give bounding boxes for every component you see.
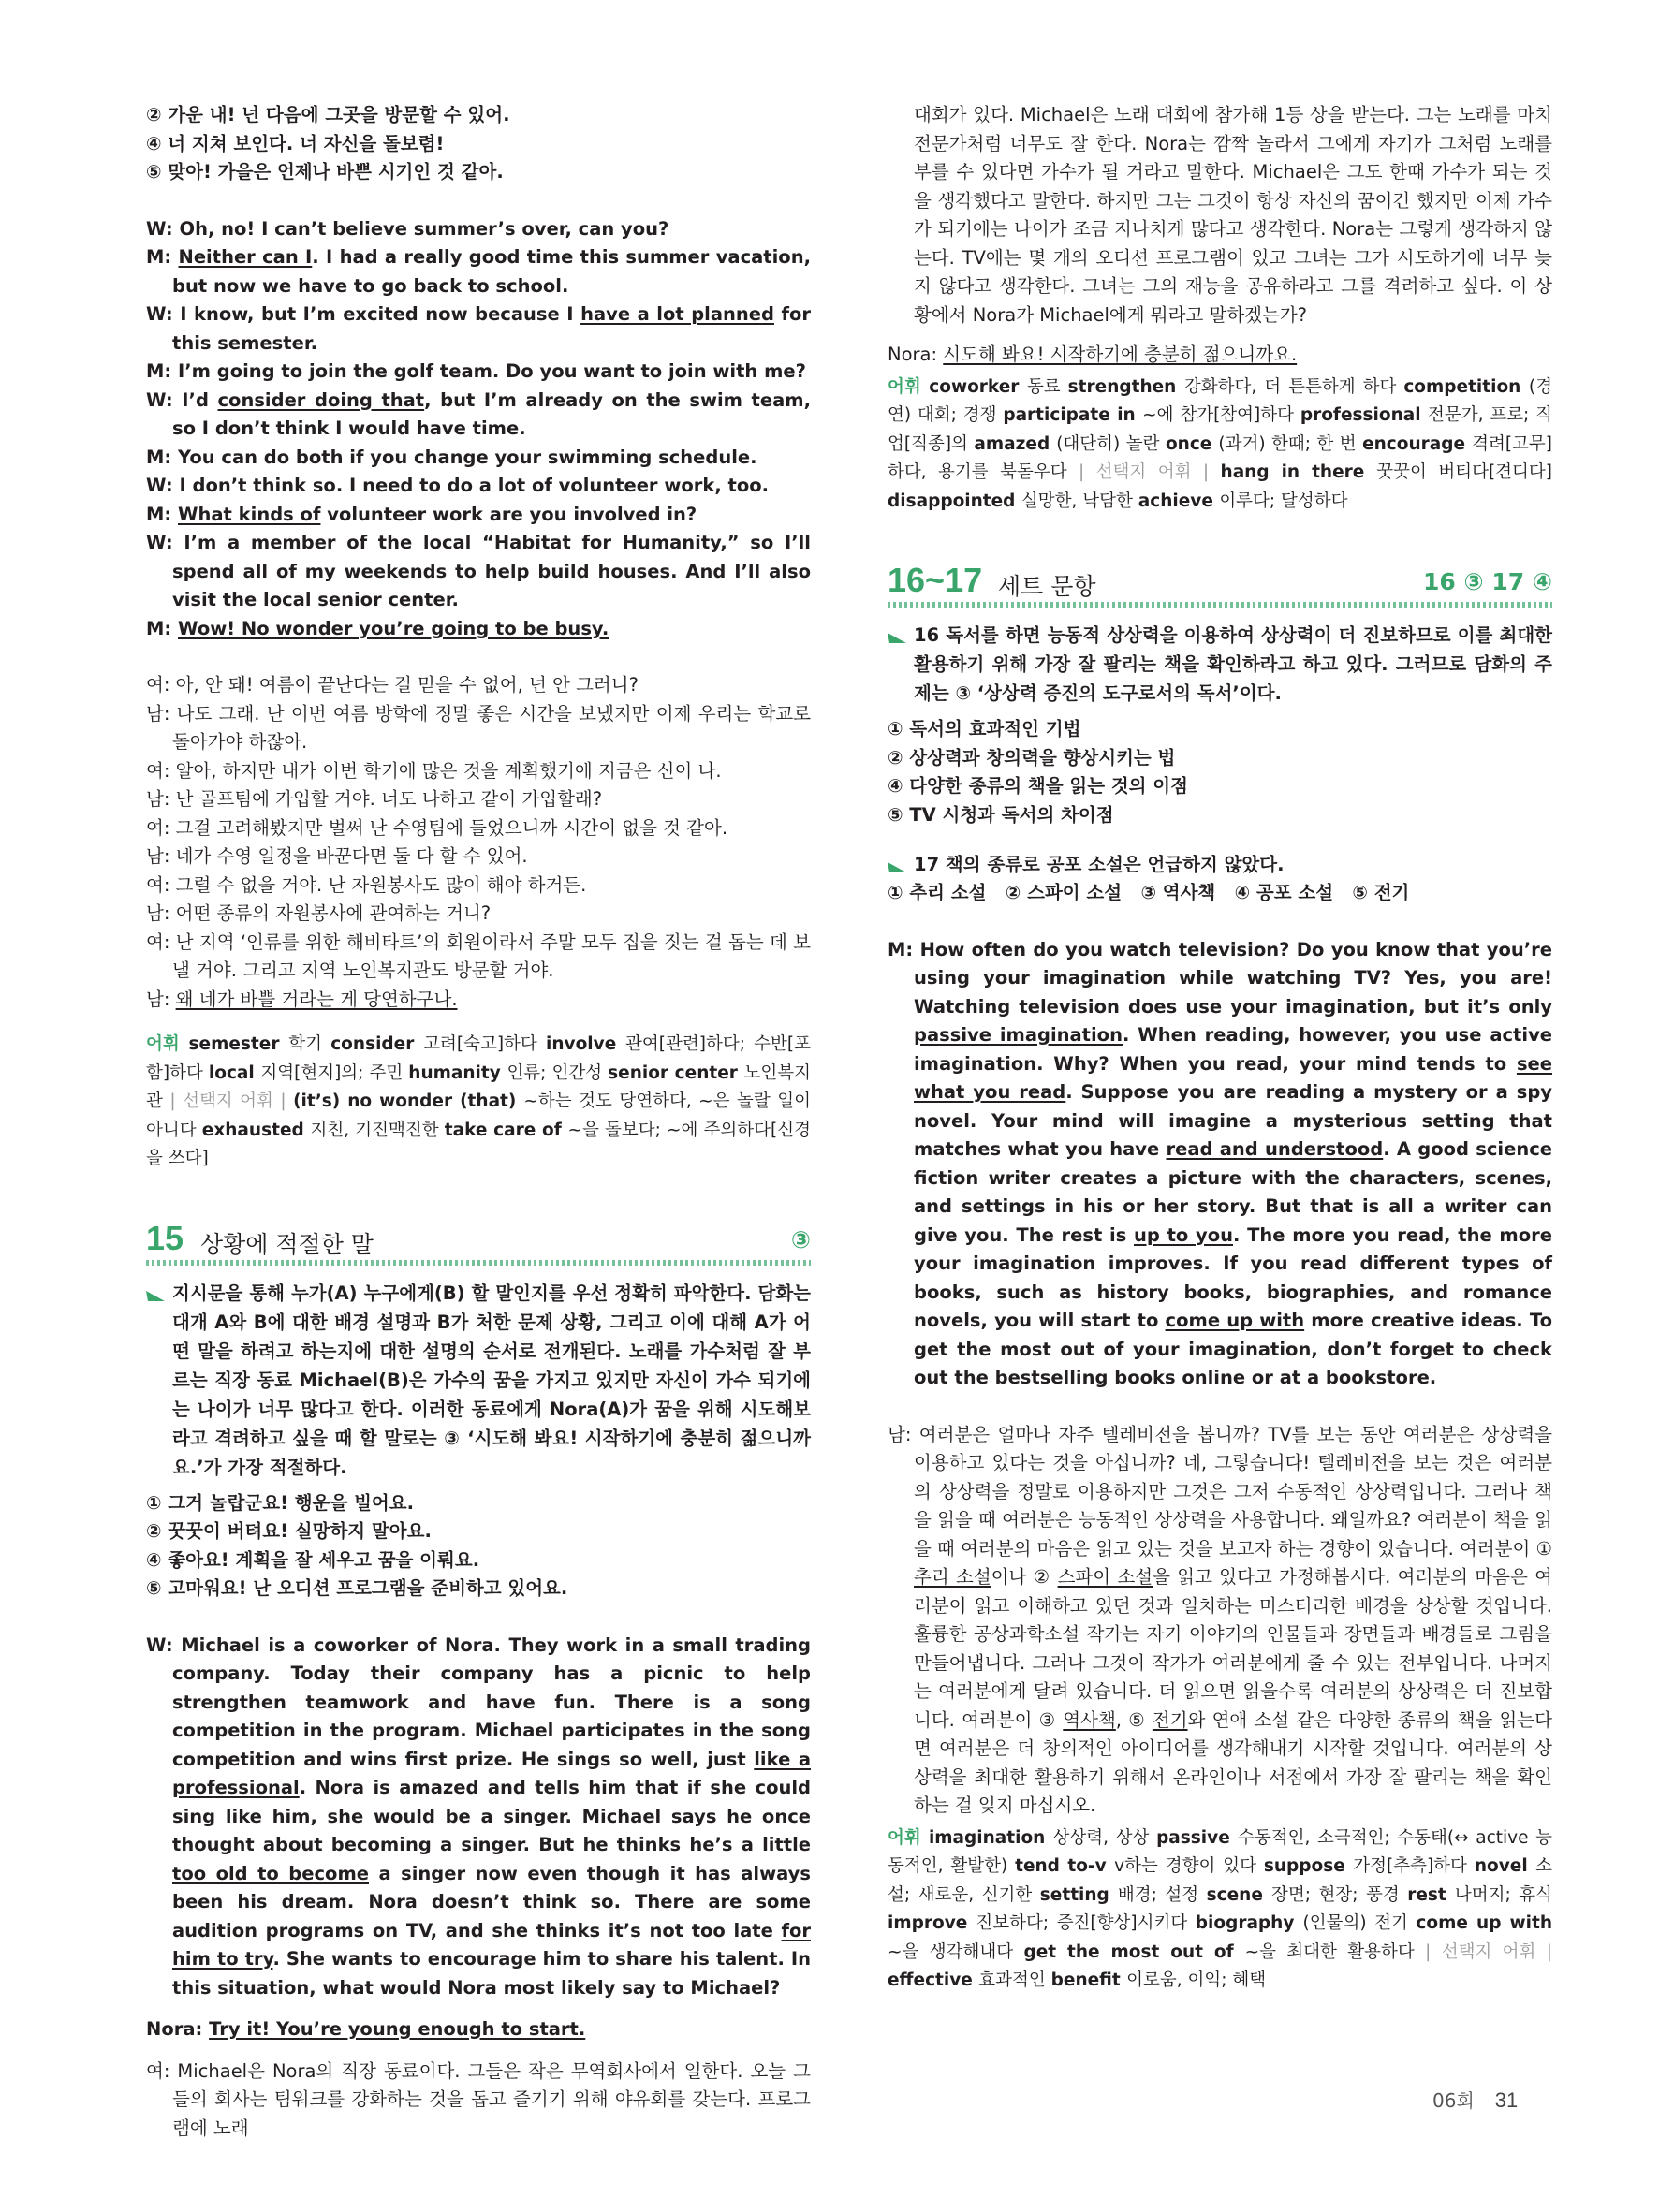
vocab-word: local [208,1062,261,1083]
vocab-meaning: 장면; 현장; 풍경 [1270,1884,1408,1905]
section-answer: 16 ③ 17 ④ [1422,568,1552,595]
text-run: W: I don’t think so. I need to do a lot of volunteer work, too. [146,475,770,496]
vocab-meaning: (인물의) 전기 [1302,1913,1417,1933]
vocab-word: benefit [1050,1970,1127,1990]
dialogue-line [146,501,811,530]
vocab-meaning: 이루다; 달성하다 [1219,491,1348,511]
text-run: , but I’m already on the swim team, so I don’t think I would have time. [172,388,811,439]
vocab-word: come up with [1416,1913,1553,1933]
text-run: 여: 알아, 하지만 내가 이번 학기에 많은 것을 계획했기에 지금은 신이 나. [146,759,722,782]
vocab-meaning: 고려[숙고]하다 [423,1034,547,1054]
text-run: volunteer work are you involved in? [320,503,698,525]
option-item [888,801,1552,830]
vocab-meaning: 효과적인 [978,1970,1051,1990]
underlined-phrase: Wow! No wonder you’re going to be busy. [178,617,609,639]
script-16-korean [888,1421,1552,1821]
underlined-phrase: up to you [1134,1223,1233,1246]
vocab-word: get the most out of [1023,1941,1245,1962]
vocab-word: improve [888,1913,976,1933]
vocabulary-16 [888,1824,1552,1996]
underlined-phrase: 역사책 [1063,1708,1116,1731]
vocab-word: encourage [1362,433,1473,454]
text-run: . Nora is amazed and tells him that if she could sing like him, she would be a singer. Michael says he once thought about becoming a singer. But he thinks he’s a little [172,1777,811,1855]
answer-line-15 [146,2015,811,2044]
vocab-meaning: 꿋꿋이 버티다[견디다] [1376,462,1552,482]
vocab-meaning: ~을 생각해내다 [888,1941,1024,1962]
dialogue-line [146,243,811,300]
options-16 [888,715,1552,829]
vocab-meaning: ~을 돌보다; ~에 주의하다[신경을 쓰다] [146,1120,811,1168]
vocabulary-15 [888,374,1552,517]
option-item [146,1517,811,1546]
vocab-meaning: 수동적인, 소극적인; 수동태(↔ active 능동적인, 활발한) [888,1827,1552,1876]
vocab-word: amazed [974,433,1057,454]
dialogue-line [146,872,811,901]
dialogue-line [146,387,811,444]
text-run: a singer now even though it has always been his dream. Nora doesn’t think so. There are some audition programs on TV, and she thinks it’s not too late [172,1862,811,1941]
text-run: . The more you read, the more your imagination improves. If you read different types of books, such as history books, biographies, and romance novels, you will start to [914,1223,1552,1331]
dialogue-line [146,615,811,644]
vocab-meaning: (경연) 대회; 경쟁 [888,376,1552,425]
vocab-word: (it’s) no wonder (that) [293,1091,524,1111]
underlined-phrase: consider doing that [217,388,425,411]
text-run: . I had a really good time this summer vacation, but now we have to go back to school. [172,246,811,297]
text-run: Nora: [888,344,944,365]
explanation-text: 지시문을 통해 누가(A) 누구에게(B) 할 말인지를 우선 정확히 파악한다. 담화는 대개 A와 B에 대한 배경 설명과 B가 처한 문제 상황, 그리고 이에 대해 A가 어떤 말을 하려고 하는지에 대한 설명의 순서로 전개된다. 노래를 가수처럼 잘 부르는 직장 동료 Michael(B)은 가수의 꿈을 가지고 있지만 자신이 가수 되기에는 나이가 너무 많다고 한다. 이러한 동료에게 Nora(A)가 꿈을 위해 시도해보라고 격려하고 싶을 때 할 말로는 ③ ‘시도해 봐요! 시작하기에 충분히 젊으니까요.’가 가장 적절하다. [172,1282,811,1478]
vocab-meaning: 격려[고무]하다, 용기를 북돋우다 [888,433,1552,482]
dialogue-line [146,215,811,244]
choice-vocab-head: | 선택지 어휘 | [1079,462,1221,482]
underlined-phrase: 전기 [1152,1708,1188,1731]
explanation-text: 17 책의 종류로 공포 소설은 언급하지 않았다. [914,854,1285,875]
vocab-word: take care of [444,1120,568,1140]
underlined-phrase: 스파이 소설 [1057,1566,1153,1588]
underlined-phrase: read and understood [1166,1138,1384,1160]
option-item [888,715,1552,744]
text-run: ④ 너 지쳐 보인다. 너 자신을 돌보렴! [146,132,445,154]
vocab-word: achieve [1138,491,1220,511]
text-run: ④ 다양한 종류의 책을 읽는 것의 이점 [888,775,1188,797]
vocab-meaning: 지역[현지]의; 주민 [260,1062,409,1083]
underlined-phrase: 추리 소설 [914,1566,991,1588]
answer-line-15-korean [888,341,1552,370]
dialogue-line [146,757,811,786]
text-run: ② 가운 내! 넌 다음에 그곳을 방문할 수 있어. [146,104,510,125]
vocab-meaning: ~에 참가[참여]하다 [1142,405,1300,425]
option-item [146,101,811,130]
dialogue-line [146,444,811,473]
section-divider [146,1260,811,1266]
text-run: 을 읽고 있다고 가정해봅시다. 여러분의 마음은 여러분이 읽고 이해하고 있던 것과 일치하는 미스터리한 배경을 상상할 것입니다. 훌륭한 공상과학소설 작가는 자기 이야기의 인물들과 장면들과 배경들로 그림을 만들어냅니다. 그러나 그것이 작가가 여러분에게 줄 수 있는 전부입니다. 나머지는 여러분에게 달려 있습니다. 더 읽으면 읽을수록 여러분의 상상력은 더 진보합니다. 여러분이 ③ [914,1566,1552,1731]
vocab-word: professional [1300,405,1428,425]
dialogue-line [146,929,811,986]
text-run: 남: 여러분은 얼마나 자주 텔레비전을 봅니까? TV를 보는 동안 여러분은 상상력을 이용하고 있다는 것을 아십니까? 네, 그렇습니다! 텔레비전을 보는 것은 여러분의 상상력을 정말로 이용하지만 그것은 그저 수동적인 상상력입니다. 그러나 책을 읽을 때 여러분은 능동적인 상상력을 사용합니다. 왜일까요? 여러분이 책을 읽을 때 여러분의 마음은 읽고 있는 것을 보고자 하는 경향이 있습니다. 여러분이 ① [888,1423,1553,1560]
text-run: M: [146,503,178,525]
text-run: M: [146,246,179,268]
text-run: 남: [146,988,176,1010]
text-run: ⑤ TV 시청과 독서의 차이점 [888,803,1114,826]
vocab-meaning: 가정[추측]하다 [1353,1856,1475,1876]
option-item [888,772,1552,801]
dialogue-line [146,900,811,929]
vocab-head: 어휘 [888,376,930,397]
underlined-phrase: have a lot planned [580,303,774,325]
issue-label: 06회 [1432,2089,1475,2112]
left-column [146,101,811,2143]
pencil-mark-icon [888,859,906,872]
text-run: W: I’d [146,388,218,411]
vocab-word: suppose [1263,1856,1354,1876]
vocab-word: once [1165,433,1219,454]
underlined-phrase: Neither can I [178,246,313,268]
text-run: . Suppose you are reading a mystery or a spy novel. Your mind will imagine a mysterious setting that matches what you have [914,1081,1552,1160]
option-item [146,1575,811,1604]
pencil-mark-icon [146,1288,165,1301]
section-number: 16~17 [888,561,983,599]
text-run: for this semester. [172,303,811,354]
page-number: 31 [1494,2088,1519,2112]
options-14 [146,101,811,187]
underlined-phrase: passive imagination [914,1024,1123,1046]
text-run: more creative ideas. To get the most out of your imagination, don’t forget to check out the bestselling books online or at a bookstore. [914,1310,1552,1388]
explanation-16 [888,621,1552,708]
option-item [146,130,811,159]
vocab-meaning: 나머지; 휴식 [1454,1884,1552,1905]
text-run: 이나 ② [991,1566,1058,1588]
vocab-word: passive [1156,1827,1238,1848]
right-column [888,101,1552,1996]
text-run: ④ 좋아요! 계획을 잘 세우고 꿈을 이뤄요. [146,1548,480,1571]
text-run: . A good science fiction writer creates a picture with the characters, scenes, and settings in his or her story. But that is all a writer can give you. The rest is [914,1138,1552,1246]
text-run: 남: 나도 그래. 난 이번 여름 방학에 정말 좋은 시간을 보냈지만 이제 우리는 학교로 돌아가야 하잖아. [146,702,811,753]
text-run: Nora: [146,2018,210,2040]
vocabulary-14 [146,1031,811,1174]
option-item [146,1546,811,1575]
vocab-word: scene [1206,1884,1271,1905]
vocab-word: coworker [929,376,1027,397]
section-answer: ③ [790,1225,811,1253]
dialogue-line [146,842,811,872]
section-divider [888,602,1552,608]
underlined-phrase: come up with [1165,1310,1305,1331]
script-15-korean-cont: 대회가 있다. Michael은 노래 대회에 참가해 1등 상을 받는다. 그는 노래를 마치 전문가처럼 너무도 잘 한다. Nora는 깜짝 놀라서 그에게 자기가 그처럼 노래를 부를 수 있다면 가수가 될 거라고 말한다. Michael은 그도 한때 가수가 되는 것을 생각했다고 말한다. 하지만 그는 그것이 항상 자신의 꿈이긴 했지만 이제 가수가 되기에는 나이가 조금 지나치게 많다고 생각한다. Nora는 그렇게 생각하지 않는다. TV에는 몇 개의 오디션 프로그램이 있고 그녀는 그가 시도하기에 너무 늦지 않다고 생각한다. 그녀는 그의 재능을 공유하라고 그를 격려하고 싶다. 이 상황에서 Nora가 Michael에게 뭐라고 말하겠는가? [914,104,1552,326]
vocab-word: participate in [1003,405,1143,425]
vocab-word: setting [1039,1884,1118,1905]
vocab-meaning: 동료 [1026,376,1068,397]
text-run: 여: 그걸 고려해봤지만 벌써 난 수영팀에 들었으니까 시간이 없을 것 같아. [146,816,728,839]
vocab-meaning: 강화하다, 더 튼튼하게 하다 [1183,376,1404,397]
vocab-meaning: 소설; 새로운, 신기한 [888,1856,1552,1905]
section-number: 15 [146,1218,184,1257]
vocab-word: exhausted [201,1120,311,1140]
vocab-word: tend to-v [1015,1856,1115,1876]
vocab-word: imagination [928,1827,1053,1848]
choice-vocab-head: | 선택지 어휘 | [1425,1941,1552,1962]
text-run: M: I’m going to join the golf team. Do you want to join with me? [146,360,806,382]
underlined-phrase: like a professional [172,1748,811,1798]
vocab-word: rest [1407,1884,1455,1905]
script-15-english [146,1632,811,2003]
dialogue-14-korean [146,671,811,1014]
text-run: M: How often do you watch television? Do you know that you’re using your imagination while watching TV? Yes, you are! Watching television does use your imagination, but it’s only [888,938,1552,1018]
choice-vocab-head: | 선택지 어휘 | [169,1091,294,1111]
text-run: . She wants to encourage him to share his talent. In this situation, what would Nora most likely say to Michael? [172,1948,811,1999]
page-footer [1432,2086,1518,2113]
explanation-17 [888,850,1552,879]
options-15 [146,1489,811,1604]
vocab-meaning: (과거) 한때; 한 번 [1218,433,1363,454]
vocab-word: humanity [408,1062,507,1083]
option-item [888,744,1552,773]
vocab-meaning: 진보하다; 증진[향상]시키다 [976,1913,1196,1933]
text-run: 남: 어떤 종류의 자원봉사에 관여하는 거니? [146,902,492,924]
dialogue-line [146,300,811,358]
dialogue-line [146,986,811,1015]
dialogue-line [146,814,811,843]
vocab-word: semester [188,1034,289,1054]
vocab-head: 어휘 [146,1034,189,1054]
dialogue-line [146,700,811,757]
vocab-meaning: 상상력, 상상 [1052,1827,1157,1848]
text-run: , ⑤ [1115,1708,1153,1731]
vocab-word: involve [546,1034,626,1054]
text-run: M: You can do both if you change your swimming schedule. [146,446,757,468]
vocab-meaning: v하는 경향이 있다 [1114,1856,1264,1876]
underlined-phrase: 왜 네가 바쁠 거라는 게 당연하구나. [175,988,458,1010]
text-run: ① 그거 놀랍군요! 행운을 빌어요. [146,1491,415,1514]
vocab-meaning: 관여[관련]하다; 수반[포함]하다 [146,1034,812,1083]
vocab-word: consider [330,1034,424,1054]
text-run: W: Michael is a coworker of Nora. They work in a small trading company. Today their company has a picnic to help strengthen teamwork and have fun. There is a song competition in the program. Michael participates in the song competition and wins first prize. He sings so well, just [146,1633,811,1770]
text-run: 남: 네가 수영 일정을 바꾼다면 둘 다 할 수 있어. [146,845,528,867]
text-run: ⑤ 고마워요! 난 오디션 프로그램을 준비하고 있어요. [146,1577,568,1599]
vocab-meaning: 이로움, 이익; 혜택 [1126,1970,1267,1990]
pencil-mark-icon [888,630,906,643]
explanation-text: 16 독서를 하면 능동적 상상력을 이용하여 상상력이 더 진보하므로 이를 최대한 활용하기 위해 가장 잘 팔리는 책을 확인하라고 하고 있다. 그러므로 담화의 주제는 ③ ‘상상력 증진의 도구로서의 독서’이다. [914,624,1552,704]
vocab-word: effective [888,1970,979,1990]
vocab-meaning: 노인복지관 [146,1062,811,1111]
underlined-phrase: 시도해 봐요! 시작하기에 충분히 젊으니까요. [943,344,1298,365]
dialogue-line [146,785,811,814]
dialogue-line [146,358,811,387]
option-item [146,1489,811,1518]
vocab-meaning: (대단히) 놀란 [1056,433,1166,454]
text-run: ② 상상력과 창의력을 향상시키는 법 [888,746,1176,769]
option-item [146,158,811,187]
text-run: 여: 난 지역 ‘인류를 위한 해비타트’의 회원이라서 주말 모두 집을 짓는 걸 돕는 데 보낼 거야. 그리고 지역 노인복지관도 방문할 거야. [146,930,811,981]
text-run: 여: 그럴 수 없을 거야. 난 자원봉사도 많이 해야 하거든. [146,873,587,896]
underlined-phrase: What kinds of [178,503,321,525]
text-run: W: Oh, no! I can’t believe summer’s over, can you? [146,217,669,240]
vocab-meaning: 배경; 설정 [1117,1884,1207,1905]
text-run: ② 꿋꿋이 버텨요! 실망하지 말아요. [146,1520,432,1542]
underlined-phrase: too old to become [172,1862,369,1884]
underlined-phrase: see what you read [914,1052,1552,1103]
dialogue-14-english [146,215,811,644]
script-16-english [888,936,1552,1393]
text-run: M: [146,617,178,639]
text-run: 남: 난 골프팀에 가입할 거야. 너도 나하고 같이 가입할래? [146,788,603,810]
underlined-phrase: for him to try [172,1919,811,1970]
vocab-meaning: 지친, 기진맥진한 [310,1120,445,1140]
vocab-meaning: 인류; 인간성 [507,1062,609,1083]
vocab-word: strengthen [1067,376,1184,397]
vocab-meaning: 전문가, 프로; 직업[직종]의 [888,405,1553,454]
vocab-meaning: 학기 [288,1034,331,1054]
text-run: . When reading, however, you use active imagination. Why? When you read, your mind tends to [914,1024,1553,1075]
text-run: W: I know, but I’m excited now because I [146,303,581,325]
vocab-meaning: 실망한, 낙담한 [1021,491,1138,511]
text-run: ⑤ 맞아! 가을은 언제나 바쁜 시기인 것 같아. [146,161,504,183]
vocab-word: disappointed [888,491,1021,511]
vocab-meaning: ~하는 것도 당연하다, ~은 놀랄 일이 아니다 [146,1091,811,1140]
text-run: 와 연애 소설 같은 다양한 종류의 책을 읽는다면 여러분은 더 창의적인 아이디어를 생각해내기 시작할 것입니다. 여러분의 상상력을 최대한 활용하기 위해서 온라인이나 서점에서 가장 잘 팔리는 책을 확인하는 걸 잊지 마십시오. [914,1708,1552,1816]
vocab-head: 어휘 [888,1827,929,1848]
dialogue-line [146,671,811,700]
text-run: 여: 아, 안 돼! 여름이 끝난다는 걸 믿을 수 없어, 넌 안 그러니? [146,674,639,696]
text-run: ① 독서의 효과적인 기법 [888,718,1081,740]
section-16-17-header [888,559,1552,608]
underlined-phrase: Try it! You’re young enough to start. [209,2018,586,2040]
vocab-word: senior center [608,1062,744,1083]
dialogue-line [146,529,811,615]
section-title: 상황에 적절한 말 [200,1230,374,1258]
options-17: ① 추리 소설 ② 스파이 소설 ③ 역사책 ④ 공포 소설 ⑤ 전기 [888,882,1410,903]
vocab-word: biography [1195,1913,1303,1933]
vocab-word: hang in there [1220,462,1377,482]
script-15-korean: 여: Michael은 Nora의 직장 동료이다. 그들은 작은 무역회사에서 일한다. 오늘 그들의 회사는 팀워크를 강화하는 것을 돕고 즐기기 위해 야유회를 갖는다. 프로그램에 노래 [146,2059,811,2139]
section-title: 세트 문항 [998,573,1096,600]
text-run: W: I’m a member of the local “Habitat for Humanity,” so I’ll spend all of my weekends to help build houses. And I’ll also visit the local senior center. [146,532,811,610]
explanation-15 [146,1279,811,1482]
dialogue-line [146,472,811,501]
vocab-word: novel [1474,1856,1536,1876]
section-15-header [146,1217,811,1266]
vocab-word: competition [1403,376,1529,397]
vocab-meaning: ~을 최대한 활용하다 [1244,1941,1426,1962]
